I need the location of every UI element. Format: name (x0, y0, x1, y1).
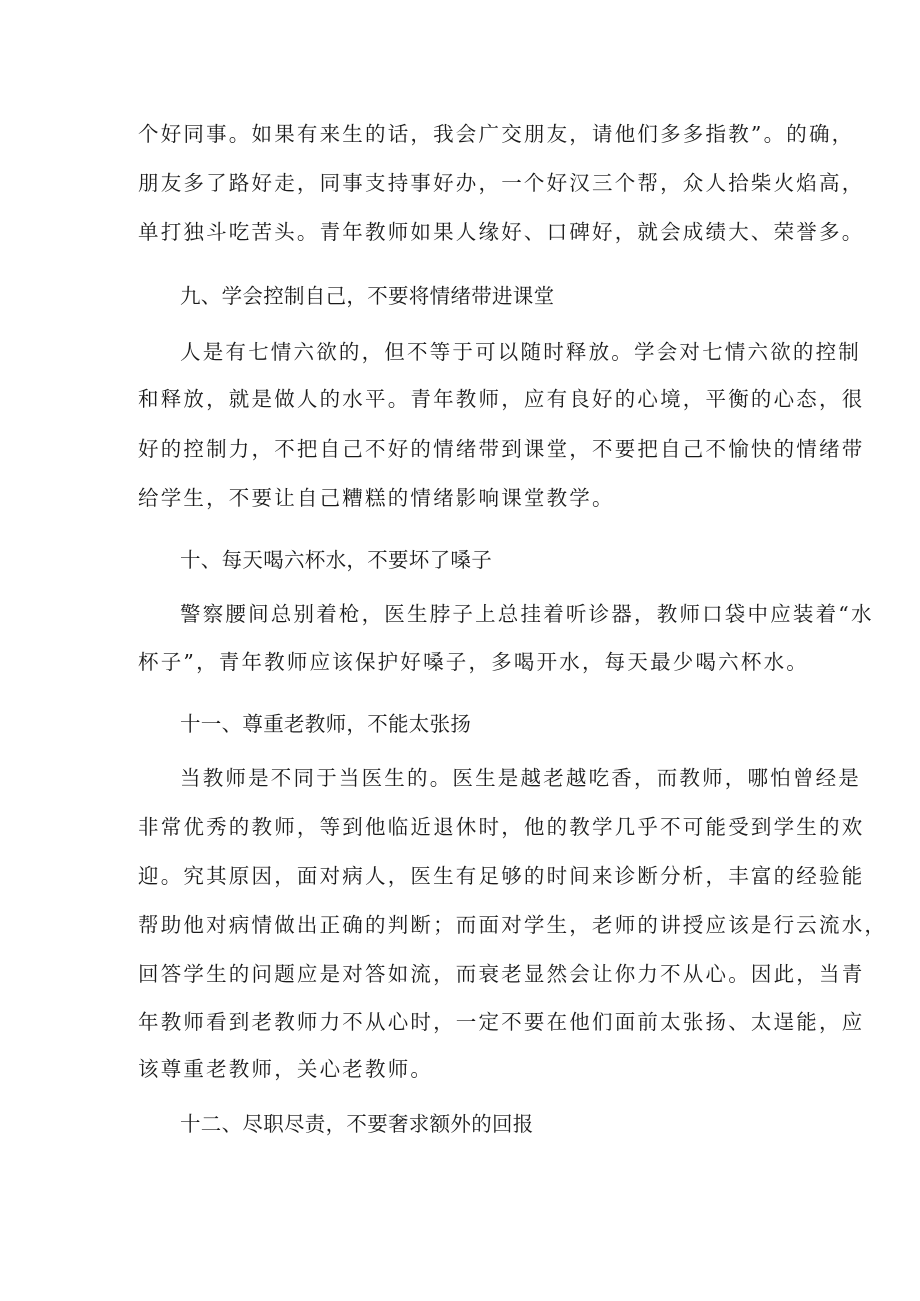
paragraph-line: 迎。究其原因，面对病人，医生有足够的时间来诊断分析，丰富的经验能 (138, 864, 865, 888)
paragraph-line: 单打独斗吃苦头。青年教师如果人缘好、口碑好，就会成绩大、荣誉多。 (138, 220, 865, 244)
paragraph-line: 该尊重老教师，关心老教师。 (138, 1057, 434, 1081)
paragraph-line: 非常优秀的教师，等到他临近退休时，他的教学几乎不可能受到学生的欢 (138, 815, 865, 839)
section-heading: 十、每天喝六杯水，不要坏了嗓子 (180, 548, 492, 572)
section-heading: 十二、尽职尽责，不要奢求额外的回报 (180, 1112, 534, 1136)
paragraph-line: 帮助他对病情做出正确的判断；而面对学生，老师的讲授应该是行云流水， (138, 913, 888, 937)
section-heading: 九、学会控制自己，不要将情绪带进课堂 (180, 284, 555, 308)
section-heading: 十一、尊重老教师，不能太张扬 (180, 712, 472, 736)
paragraph-line: 给学生，不要让自己糟糕的情绪影响课堂教学。 (138, 486, 615, 510)
paragraph-line: 好的控制力，不把自己不好的情绪带到课堂，不要把自己不愉快的情绪带 (138, 437, 865, 461)
paragraph-line: 人是有七情六欲的，但不等于可以随时释放。学会对七情六欲的控制 (180, 340, 861, 364)
paragraph-line: 年教师看到老教师力不从心时，一定不要在他们面前太张扬、太逞能，应 (138, 1010, 865, 1034)
paragraph-line: 杯子”，青年教师应该保护好嗓子，多喝开水，每天最少喝六杯水。 (138, 650, 809, 674)
paragraph-line: 个好同事。如果有来生的话，我会广交朋友，请他们多多指教”。的确， (138, 122, 855, 146)
paragraph-line: 朋友多了路好走，同事支持事好办，一个好汉三个帮，众人拾柴火焰高， (138, 171, 865, 195)
paragraph-line: 当教师是不同于当医生的。医生是越老越吃香，而教师，哪怕曾经是 (180, 766, 861, 790)
paragraph-line: 和释放，就是做人的水平。青年教师，应有良好的心境，平衡的心态，很 (138, 387, 865, 411)
paragraph-line: 回答学生的问题应是对答如流，而衰老显然会让你力不从心。因此，当青 (138, 962, 865, 986)
paragraph-line: 警察腰间总别着枪，医生脖子上总挂着听诊器，教师口袋中应装着“水 (180, 602, 874, 626)
